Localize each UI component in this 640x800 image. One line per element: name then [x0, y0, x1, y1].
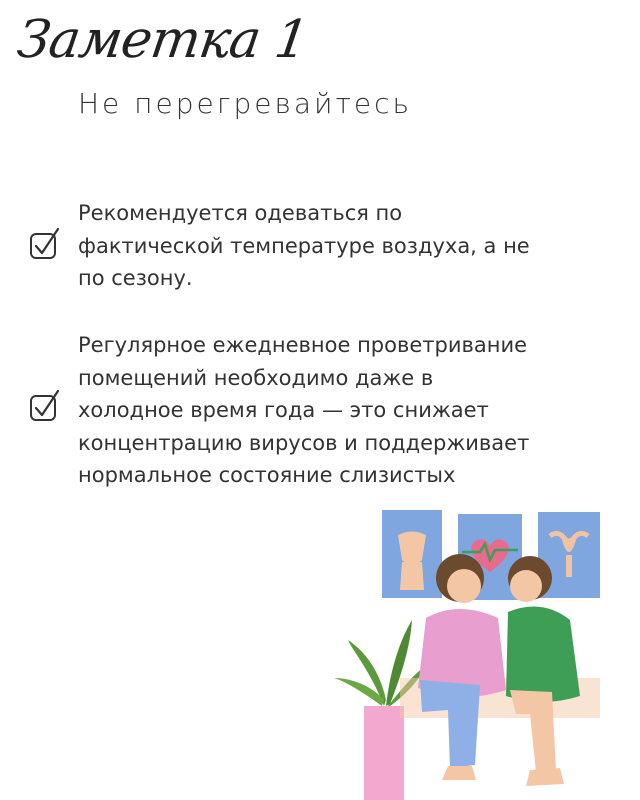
clinic-illustration: [330, 500, 620, 800]
checkbox-checked-icon: [28, 227, 62, 261]
tip-text: Рекомендуется одеваться по фактической температуре воздуха, а не по сезону.: [78, 201, 530, 290]
page-title: Не перегревайтесь: [78, 87, 412, 120]
checkbox-checked-icon: [28, 389, 62, 423]
tip-text: Регулярное ежедневное проветривание помещений необходимо даже в холодное время года — это снижает концентрацию вирусов и поддерживает нормальное состояние слизистых: [78, 333, 530, 487]
body-poster-icon: [382, 510, 442, 598]
note-label: Заметка 1: [13, 10, 312, 70]
